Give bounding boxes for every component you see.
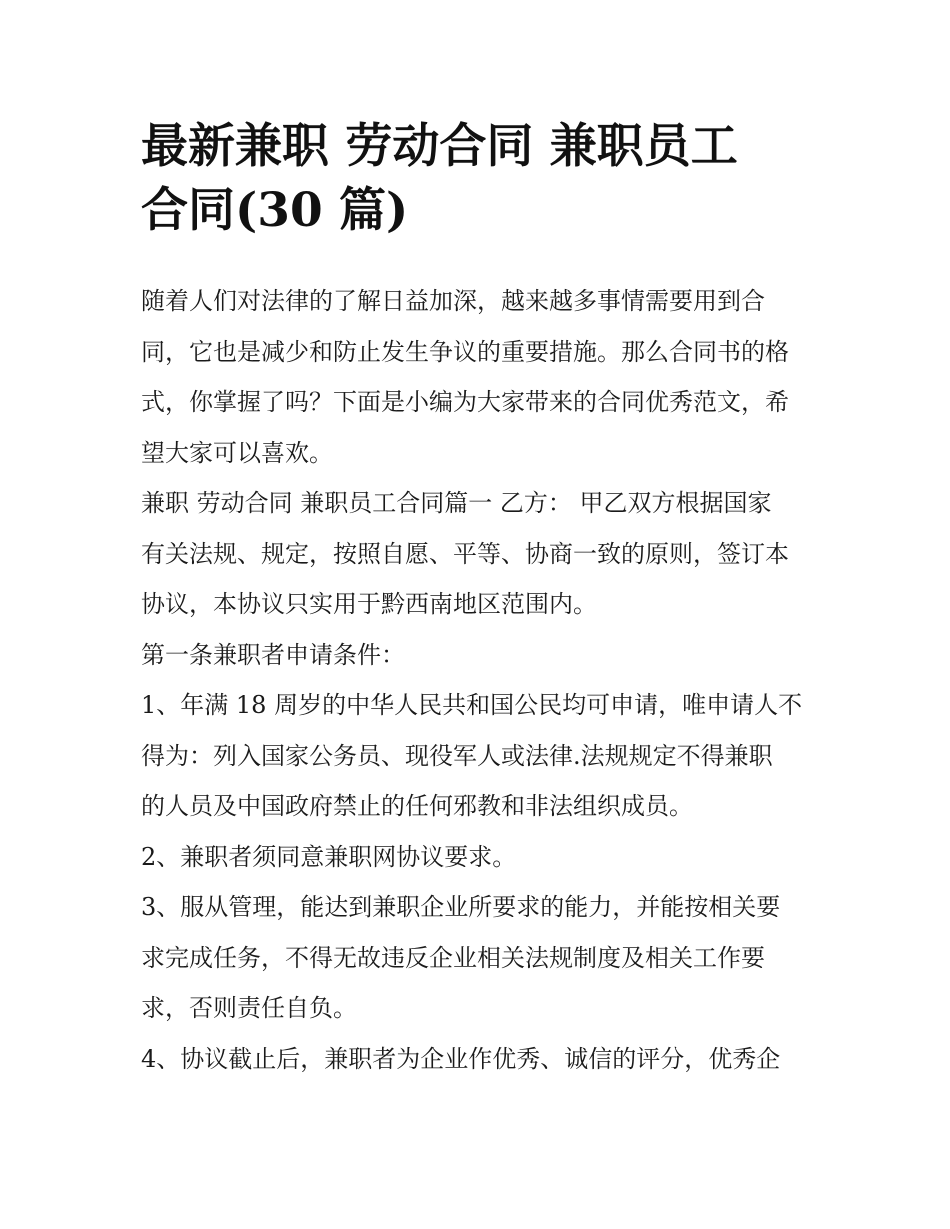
clause-4-line: 4、协议截止后，兼职者为企业作优秀、诚信的评分，优秀企	[141, 1044, 781, 1073]
clause-1-line: 1、年满 18 周岁的中华人民共和国公民均可申请，唯申请人不	[141, 691, 803, 719]
clause-1-line: 得为：列入国家公务员、现役军人或法律.法规规定不得兼职	[141, 741, 773, 770]
document-body	[141, 276, 821, 1084]
document-title	[141, 115, 821, 243]
clause-1-line: 的人员及中国政府禁止的任何邪教和非法组织成员。	[141, 792, 693, 820]
intro-paragraph-line: 望大家可以喜欢。	[141, 438, 333, 467]
intro-paragraph-line: 式，你掌握了吗？下面是小编为大家带来的合同优秀范文，希	[141, 388, 789, 416]
title-line: 合同(30 篇)	[141, 183, 409, 238]
clause-3-line: 3、服从管理，能达到兼职企业所要求的能力，并能按相关要	[141, 893, 781, 921]
contract-paragraph-line: 有关法规、规定，按照自愿、平等、协商一致的原则，签订本	[141, 539, 789, 568]
clause-2-line: 2、兼职者须同意兼职网协议要求。	[141, 842, 517, 871]
intro-paragraph-line: 随着人们对法律的了解日益加深，越来越多事情需要用到合	[141, 287, 765, 315]
clause-3-line: 求，否则责任自负。	[141, 994, 357, 1022]
contract-paragraph-line: 协议，本协议只实用于黔西南地区范围内。	[141, 590, 597, 618]
article-heading: 第一条兼职者申请条件：	[141, 640, 405, 669]
clause-3-line: 求完成任务，不得无故违反企业相关法规制度及相关工作要	[141, 943, 765, 972]
intro-paragraph-line: 同，它也是减少和防止发生争议的重要措施。那么合同书的格	[141, 337, 789, 366]
contract-paragraph-line: 兼职 劳动合同 兼职员工合同篇一 乙方： 甲乙双方根据国家	[141, 489, 772, 517]
title-line: 最新兼职 劳动合同 兼职员工	[141, 119, 738, 174]
